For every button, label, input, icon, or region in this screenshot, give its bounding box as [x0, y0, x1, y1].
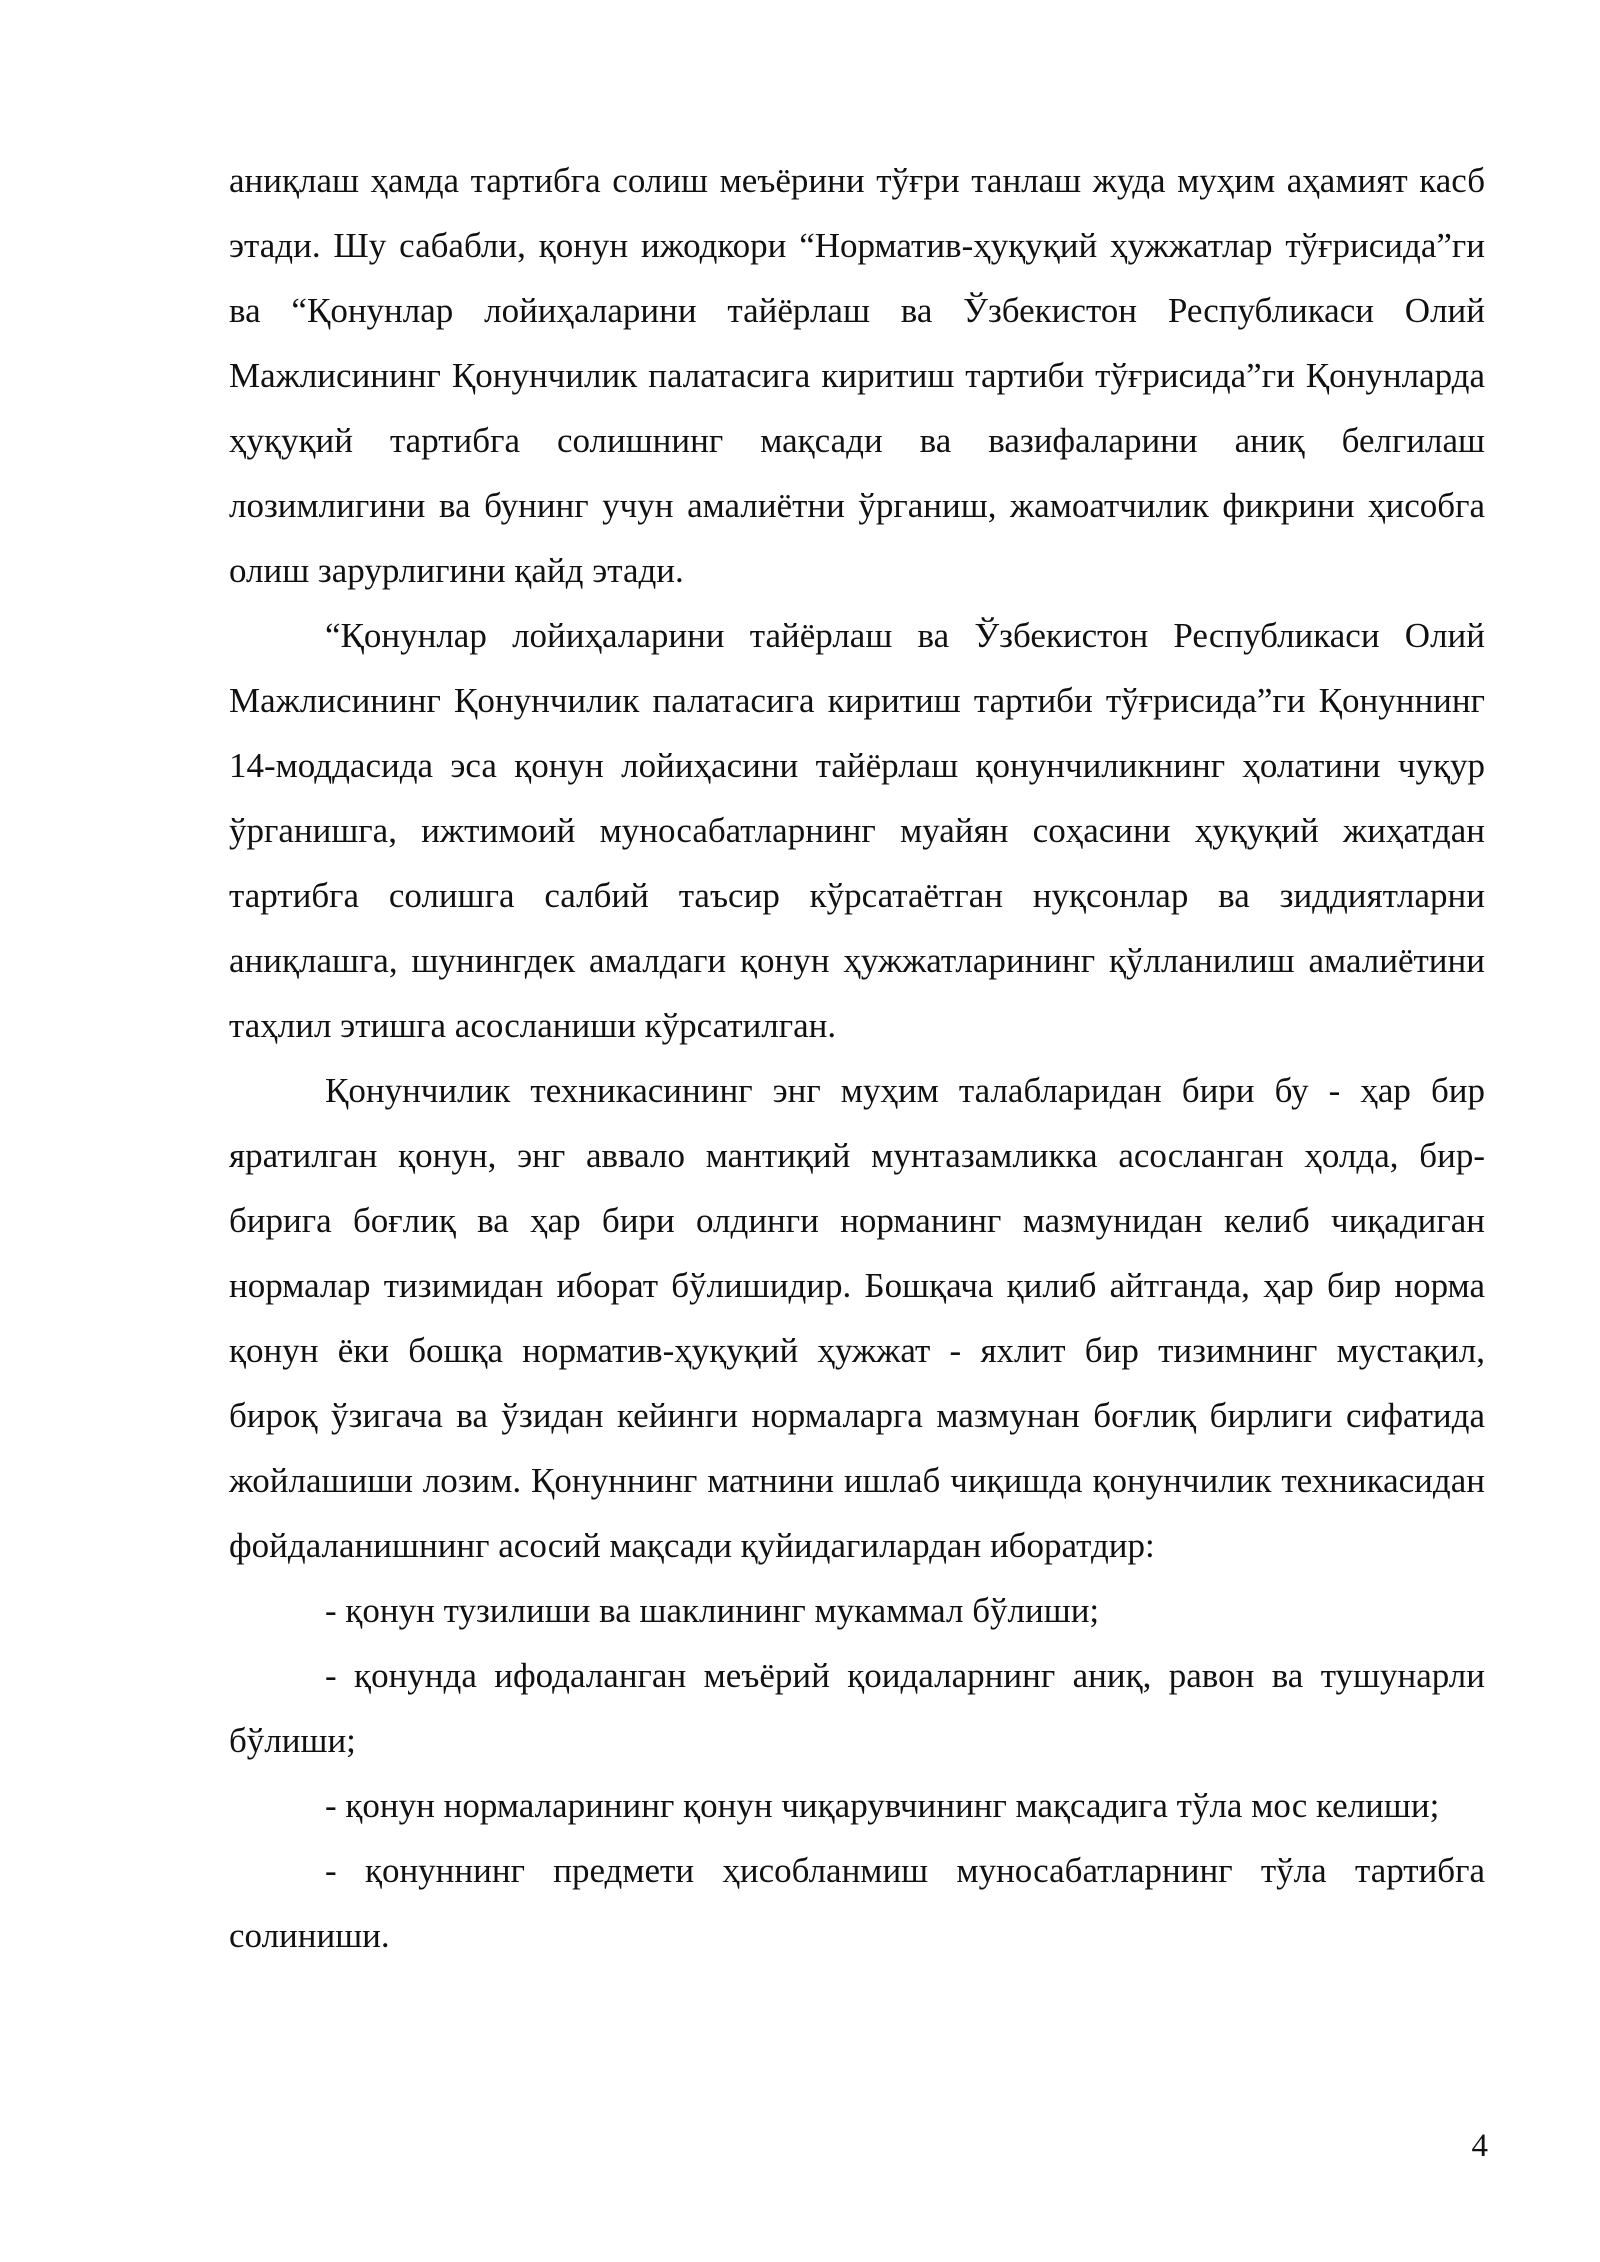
paragraph-1: аниқлаш ҳамда тартибга солиш меъёрини тўғри танлаш жуда муҳим аҳамият касб этади. Шу сабабли, қонун ижодкори “Норматив-ҳуқуқий ҳужжатлар тўғрисида”ги ва “Қонунлар лойиҳаларини тайёрлаш ва Ўзбекистон Республикаси Олий Мажлисининг Қонунчилик палатасига киритиш тартиби тўғрисида”ги Қонунларда ҳуқуқий тартибга солишнинг мақсади ва вазифаларини аниқ белгилаш лозимлигини ва бунинг учун амалиётни ўрганиш, жамоатчилик фикрини ҳисобга олиш зарурлигини қайд этади. [229, 161, 1485, 590]
body-text [229, 148, 1485, 1968]
list-item-1: - қонун тузилиши ва шаклининг мукаммал бўлиши; [325, 1591, 1100, 1630]
paragraph-3: Қонунчилик техникасининг энг муҳим талабларидан бири бу - ҳар бир яратилган қонун, энг аввало мантиқий мунтазамликка асосланган ҳолда, бир-бирига боғлиқ ва ҳар бири олдинги норманинг мазмунидан келиб чиқадиган нормалар тизимидан иборат бўлишидир. Бошқача қилиб айтганда, ҳар бир норма қонун ёки бошқа норматив-ҳуқуқий ҳужжат - яхлит бир тизимнинг мустақил, бироқ ўзигача ва ўзидан кейинги нормаларга мазмунан боғлиқ бирлиги сифатида жойлашиши лозим. Қонуннинг матнини ишлаб чиқишда қонунчилик техникасидан фойдаланишнинг асосий мақсади қуйидагилардан иборатдир: [229, 1071, 1485, 1565]
page-number: 4 [1471, 2128, 1488, 2164]
paragraph-2: “Қонунлар лойиҳаларини тайёрлаш ва Ўзбекистон Республикаси Олий Мажлисининг Қонунчилик палатасига киритиш тартиби тўғрисида”ги Қонуннинг 14-моддасида эса қонун лойиҳасини тайёрлаш қонунчиликнинг ҳолатини чуқур ўрганишга, ижтимоий муносабатларнинг муайян соҳасини ҳуқуқий жиҳатдан тартибга солишга салбий таъсир кўрсатаётган нуқсонлар ва зиддиятларни аниқлашга, шунингдек амалдаги қонун ҳужжатларининг қўлланилиш амалиётини таҳлил этишга асосланиши кўрсатилган. [229, 616, 1485, 1045]
list-item-2: - қонунда ифодаланган меъёрий қоидаларнинг аниқ, равон ва тушунарли бўлиши; [229, 1656, 1485, 1760]
list-item-4: - қонуннинг предмети ҳисобланмиш муносабатларнинг тўла тартибга солиниши. [229, 1851, 1485, 1955]
list-item-3: - қонун нормаларининг қонун чиқарувчининг мақсадига тўла мос келиши; [325, 1786, 1440, 1825]
